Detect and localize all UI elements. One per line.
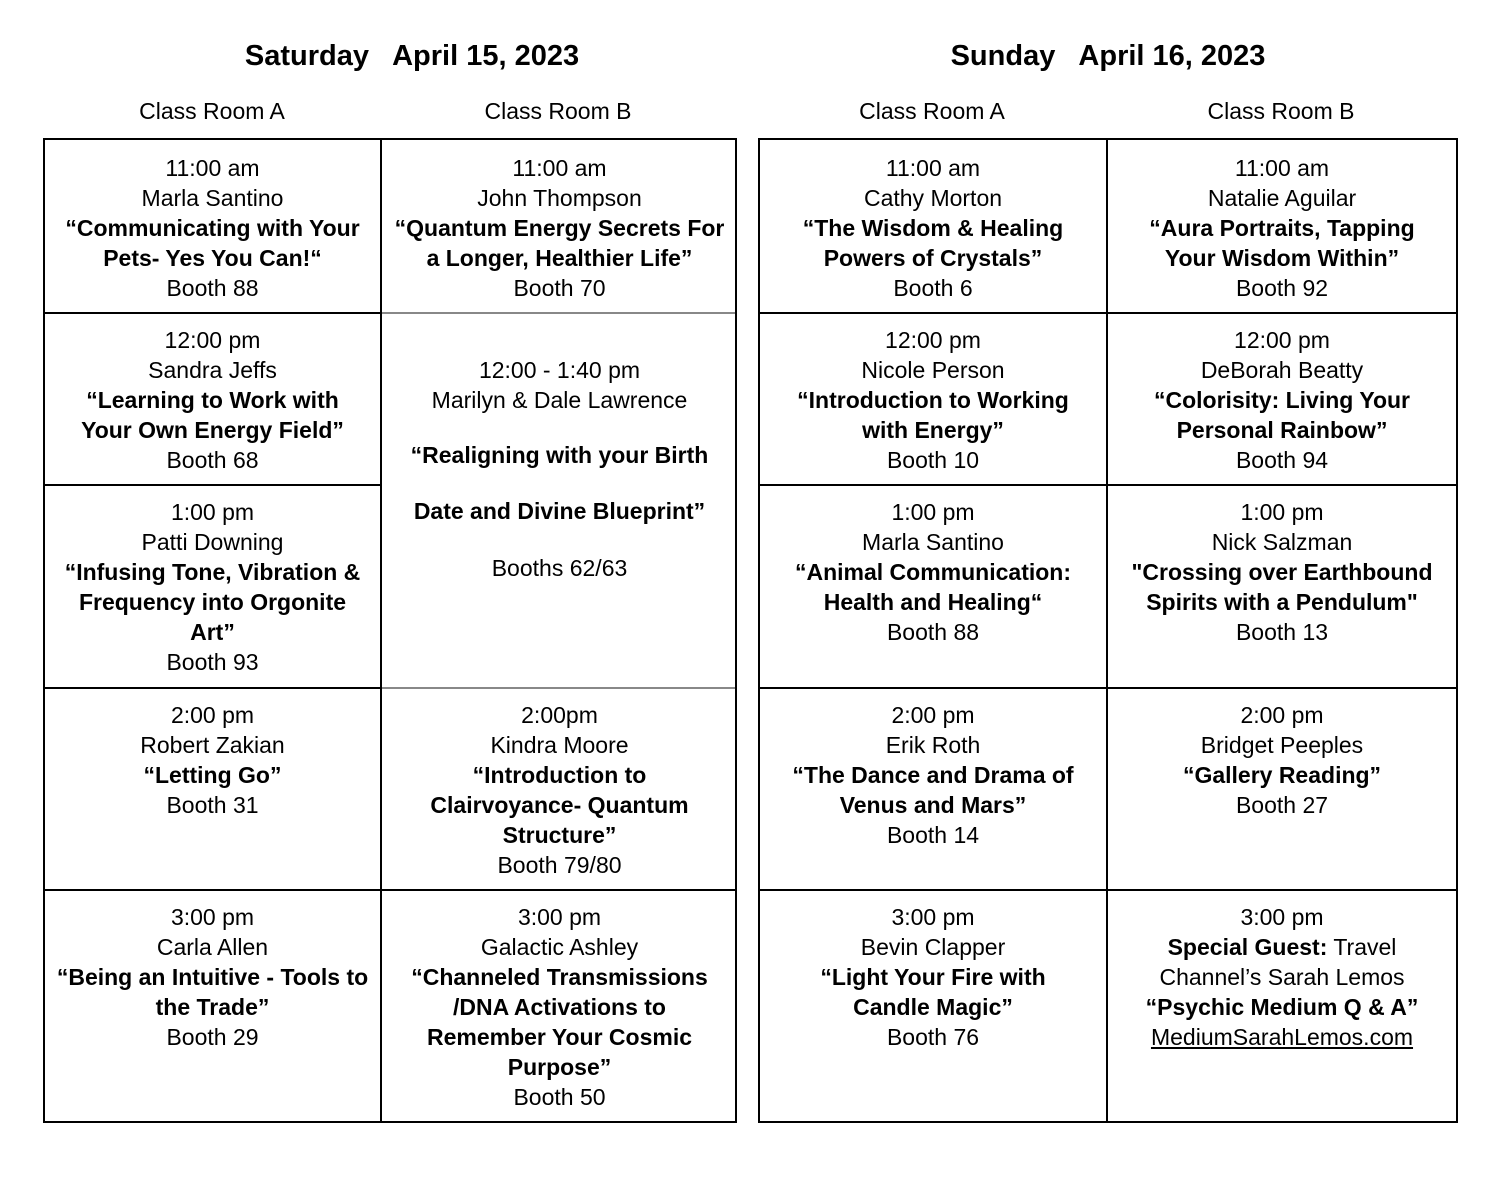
- session-title: “Communicating with Your Pets- Yes You Can!“: [65, 215, 360, 271]
- session-title-line-2: Date and Divine Blueprint”: [413, 498, 706, 524]
- session-presenter: Sandra Jeffs: [148, 357, 277, 383]
- sat-room-b-header: Class Room B: [484, 98, 632, 124]
- sun-a-session-4: [760, 687, 1106, 850]
- session-time: 11:00 am: [1234, 155, 1330, 181]
- session-title: “Introduction to Working with Energy”: [797, 387, 1069, 443]
- session-presenter: Nicole Person: [861, 357, 1005, 383]
- session-time: 3:00 pm: [170, 904, 255, 930]
- session-booth: Booth 94: [1235, 447, 1329, 473]
- saturday-title: Saturday April 15, 2023: [244, 40, 580, 72]
- sun-a-session-5: [760, 889, 1106, 1052]
- sat-a-session-1: [45, 140, 380, 303]
- session-presenter: Cathy Morton: [863, 185, 1003, 211]
- session-time: 1:00 pm: [891, 499, 975, 525]
- sun-b-session-5: [1108, 889, 1456, 1052]
- session-booth: Booth 88: [886, 619, 980, 645]
- session-time: 2:00 pm: [891, 702, 975, 728]
- session-booth: Booth 10: [886, 447, 980, 473]
- session-time: 11:00 am: [885, 155, 981, 181]
- sat-a-session-4: [45, 687, 380, 820]
- session-title: “Quantum Energy Secrets For a Longer, Healthier Life”: [394, 215, 725, 271]
- session-presenter: Bridget Peeples: [1200, 732, 1364, 758]
- special-guest-name: Travel Channel’s Sarah Lemos: [1159, 934, 1405, 990]
- session-title: “Psychic Medium Q & A”: [1145, 994, 1419, 1020]
- sat-b-session-2: [382, 312, 737, 583]
- session-time: 11:00 am: [512, 155, 607, 181]
- session-booth: Booth 70: [513, 275, 606, 301]
- session-presenter: Galactic Ashley: [480, 934, 639, 960]
- session-title: “Introduction to Clairvoyance- Quantum Structure”: [430, 762, 689, 848]
- session-title: “The Wisdom & Healing Powers of Crystals”: [802, 215, 1064, 271]
- session-time: 3:00 pm: [1240, 904, 1324, 930]
- medium-website-link[interactable]: MediumSarahLemos.com: [1150, 1024, 1414, 1050]
- session-title: “The Dance and Drama of Venus and Mars”: [792, 762, 1074, 818]
- session-time: 1:00 pm: [1240, 499, 1324, 525]
- session-presenter: Patti Downing: [141, 529, 284, 555]
- session-time: 3:00 pm: [891, 904, 975, 930]
- session-presenter: John Thompson: [477, 185, 642, 211]
- session-time: 2:00pm: [521, 702, 598, 728]
- session-presenter: Kindra Moore: [490, 732, 629, 758]
- session-booth: Booth 93: [166, 649, 259, 675]
- session-booth: Booth 27: [1235, 792, 1329, 818]
- session-booth: Booths 62/63: [491, 555, 628, 581]
- session-title: “Colorisity: Living Your Personal Rainbow”: [1154, 387, 1410, 443]
- session-presenter: Marla Santino: [862, 529, 1004, 555]
- session-booth: Booth 79/80: [497, 852, 622, 878]
- session-title: “Infusing Tone, Vibration & Frequency into Orgonite Art”: [64, 559, 361, 645]
- session-presenter: Nick Salzman: [1211, 529, 1353, 555]
- sunday-title: Sunday April 16, 2023: [950, 40, 1266, 72]
- sun-b-session-1: [1108, 140, 1456, 303]
- sat-a-session-3: [45, 484, 380, 677]
- session-time: 12:00 - 1:40 pm: [478, 357, 641, 383]
- sat-b-session-3: [382, 687, 737, 880]
- sat-b-session-4: [382, 889, 737, 1112]
- session-time: 12:00 pm: [885, 327, 981, 353]
- sun-a-session-2: [760, 312, 1106, 475]
- session-booth: Booth 6: [893, 275, 973, 301]
- session-title: "Crossing over Earthbound Spirits with a Pendulum": [1131, 559, 1433, 615]
- sun-a-session-1: [760, 140, 1106, 303]
- session-title: “Learning to Work with Your Own Energy Field”: [81, 387, 344, 443]
- session-presenter: Bevin Clapper: [860, 934, 1006, 960]
- session-presenter: Natalie Aguilar: [1207, 185, 1357, 211]
- session-time: 12:00 pm: [164, 327, 261, 353]
- session-presenter: Robert Zakian: [140, 732, 285, 758]
- sun-b-session-4: [1108, 687, 1456, 820]
- session-title: “Gallery Reading”: [1182, 762, 1382, 788]
- session-booth: Booth 31: [166, 792, 259, 818]
- sat-a-session-5: [45, 889, 380, 1052]
- special-guest: [1108, 932, 1456, 992]
- session-time: 2:00 pm: [1240, 702, 1324, 728]
- sun-a-session-3: [760, 484, 1106, 647]
- session-title: “Light Your Fire with Candle Magic”: [820, 964, 1046, 1020]
- sun-b-session-3: [1108, 484, 1456, 647]
- sun-b-session-2: [1108, 312, 1456, 475]
- session-booth: Booth 50: [513, 1084, 606, 1110]
- sun-room-b-header: Class Room B: [1207, 98, 1355, 124]
- session-title: “Being an Intuitive - Tools to the Trade”: [56, 964, 369, 1020]
- session-presenter: Carla Allen: [156, 934, 269, 960]
- saturday-schedule-table: [43, 138, 737, 1123]
- sun-room-a-header: Class Room A: [859, 98, 1005, 124]
- session-title: “Channeled Transmissions /DNA Activations to Remember Your Cosmic Purpose”: [411, 964, 708, 1080]
- session-booth: Booth 76: [886, 1024, 980, 1050]
- session-time: 11:00 am: [165, 155, 260, 181]
- session-time: 3:00 pm: [517, 904, 602, 930]
- session-title: “Animal Communication: Health and Healing“: [794, 559, 1071, 615]
- session-presenter: Erik Roth: [885, 732, 981, 758]
- session-presenter: Marilyn & Dale Lawrence: [431, 387, 688, 413]
- session-time: 2:00 pm: [170, 702, 255, 728]
- sunday-schedule-table: [758, 138, 1458, 1123]
- sat-b-session-1: [382, 140, 737, 303]
- sat-room-a-header: Class Room A: [139, 98, 285, 124]
- special-guest-label: Special Guest:: [1167, 934, 1328, 960]
- session-time: 12:00 pm: [1234, 327, 1330, 353]
- session-title: “Letting Go”: [143, 762, 282, 788]
- session-booth: Booth 92: [1235, 275, 1329, 301]
- session-booth: Booth 68: [166, 447, 259, 473]
- session-presenter: DeBorah Beatty: [1200, 357, 1364, 383]
- session-title-line-1: “Realigning with your Birth: [410, 442, 709, 468]
- session-booth: Booth 13: [1235, 619, 1329, 645]
- session-title: “Aura Portraits, Tapping Your Wisdom Within”: [1149, 215, 1415, 271]
- session-booth: Booth 88: [166, 275, 259, 301]
- session-time: 1:00 pm: [170, 499, 255, 525]
- session-booth: Booth 14: [886, 822, 980, 848]
- session-presenter: Marla Santino: [141, 185, 284, 211]
- session-booth: Booth 29: [166, 1024, 259, 1050]
- sat-a-session-2: [45, 312, 380, 475]
